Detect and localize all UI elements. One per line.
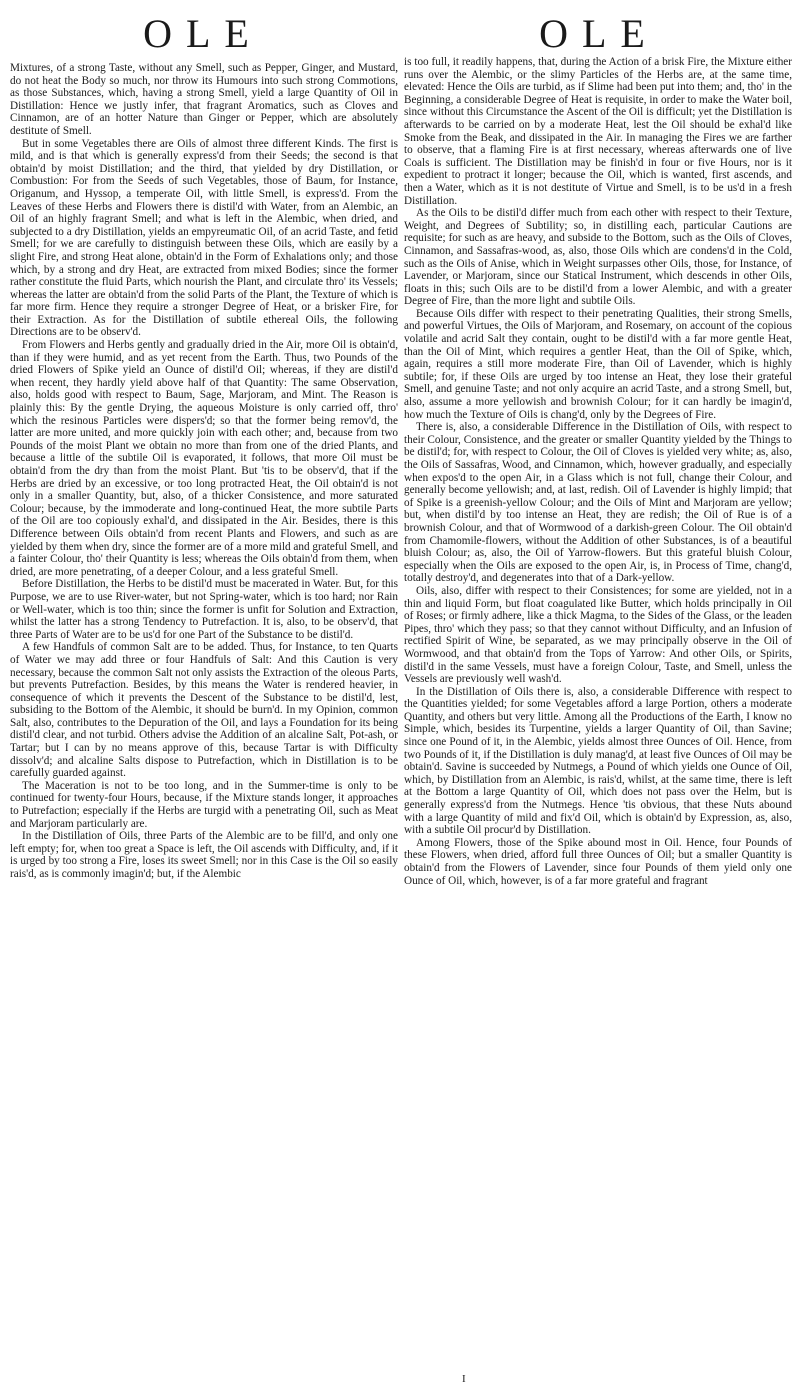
right-column [404, 56, 792, 887]
paragraph: As the Oils to be distil'd differ much from each other with respect to their Texture, Weight, and Degrees of Subtility; so, in distilling each, particular Cautions are requisite; for such as are heavy, and subside to the Bottom, such as the Oils of Cloves, Cinnamon, and Sassafras-wood, as, also, those Oils which are condens'd in the Cold, such as the Oils of Anise, which in Weight surpasses other Oils, those, for Instance, of Lavender, or Marjoram, since our Statical Instrument, which descends in other Oils, floats in this; such Oils are to be distil'd from a lower Alembic, and with a greater Degree of Fire, than the more light and subtile Oils. [404, 207, 792, 308]
paragraph: Oils, also, differ with respect to their Consistences; for some are yielded, not in a thin and liquid Form, but float coagulated like Butter, which holds principally in Oil of Roses; or firmly adhere, like a thick Magma, to the Sides of the Glass, or the leaden Pipes, thro' which they pass; so that they cannot without Difficulty, and an Infusion of rectified Spirit of Wine, be separated, as we may principally observe in the Oil of Wormwood, and that obtain'd from the Tops of Yarrow: And other Oils, or Spirits, distil'd in the same Vessels, must have a foreign Colour, Taste, and Smell, unless the Vessels are previously well wash'd. [404, 584, 792, 686]
paragraph: Because Oils differ with respect to their penetrating Qualities, their strong Smells, and powerful Virtues, the Oils of Marjoram, and Rosemary, on account of the copious volatile and acrid Salt they contain, ought to be distil'd with a far more gentle Heat, than the Oil of Mint, which requires a gentler Heat, than the Oil of Spike, which, again, requires a still more moderate Fire, than Oil of Lavender, which is highly subtile; for, if these Oils are urged by too intense an Heat, they lose their grateful Smell, and genuine Taste; and not only acquire an acrid Taste, and a strong Smell, but, also, assume a more yellowish and brownish Colour; for it can hardly be imagin'd, how much the Texture of Oils is chang'd, only by the Degrees of Fire. [404, 307, 792, 421]
paragraph: But in some Vegetables there are Oils of almost three different Kinds. The first is mild, and is that which is generally express'd from their Seeds; the second is that obtain'd by moist Distillation; and the third, that yielded by dry Distillation, or Combustion: For from the Seeds of such Vegetables, those of Baum, for Instance, Origanum, and Hyssop, a temperate Oil, with little Smell, is express'd. From the Leaves of these Herbs and Flowers there is distil'd with Water, from an Alembic, an Oil of an highly fragrant Smell; and what is left in the Alembic, when dried, and subjected to a dry Distillation, yields an empyreumatic Oil, of an acrid Taste, and fetid Smell; for we are carefully to distinguish between these Oils, which are easily by a slight Fire, and strong Heat alone, obtain'd in the Form of Exhalations only; and those which, by a strong and dry Heat, are extracted from mixed Bodies; since the former rather constitute the fluid Parts, which nourish the Plant, and circulate thro' its Vessels; whereas the latter are obtain'd from the solid Parts of the Plant, the Texture of which is far more firm. Hence they require a stronger Degree of Heat, or a brisker Fire, for their Extraction. As for the Distillation of subtile ethereal Oils, the following Directions are to be observ'd. [10, 137, 398, 339]
paragraph: Mixtures, of a strong Taste, without any Smell, such as Pepper, Ginger, and Mustard, do not heat the Body so much, nor throw its Humours into such strong Commotions, as those Substances, which, having a strong Smell, yield a large Quantity of Oil in Distillation: Hence we justly infer, that fragrant Aromatics, such as Cloves and Cinnamon, are of an hotter Nature than Ginger or Pepper, which are absolutely destitute of Smell. [10, 62, 398, 137]
paragraph: From Flowers and Herbs gently and gradually dried in the Air, more Oil is obtain'd, than if they were humid, and as yet recent from the Earth. Thus, two Pounds of the dried Flowers of Spike yield an Ounce of distil'd Oil; whereas, if they are distil'd when recent, they hardly yield above half of that Quantity: The same Observation, also, holds good with respect to Baum, Sage, Marjoram, and Mint. The Reason is plainly this: By the gentle Drying, the aqueous Moisture is only carried off, thro' which the resinous Particles were dispers'd; so that the former being remov'd, the latter are more united, and more quickly join with each other; and, because from two Pounds of the moist Plant we obtain no more than from one of the dried Plants, and because a little of the subtile Oil is evaporated, it follows, that more Oil must be obtain'd from the dry than from the moist Plant. But 'tis to be observ'd, that if the Herbs are dried by an excessive, or too long protracted Heat, the Oil obtain'd is not only in a smaller Quantity, but, also, of a thicker Consistence, and more saturated Colour; because, by the immoderate and long-continued Heat, the more subtile Parts of the Oil are too copiously exhal'd, and dissipated in the Air. Besides, there is this Difference between Oils obtain'd from recent Plants and Flowers, and such as are yielded by them when dry, since the former are of a more mild and grateful Smell, and a fainter Colour, tho' their Quantity is less; whereas the Oils obtain'd from them, when dried, are more penetrating, of a deeper Colour, and a less grateful Smell. [10, 339, 398, 578]
left-column [10, 62, 398, 881]
paragraph: The Maceration is not to be too long, and in the Summer-time is only to be continued for twenty-four Hours, because, if the Mixture stands longer, it approaches to Putrefaction; especially if the Herbs are turgid with a penetrating Oil, such as Meat and Marjoram particularly are. [10, 779, 398, 830]
paragraph: A few Handfuls of common Salt are to be added. Thus, for Instance, to ten Quarts of Water we may add three or four Handfuls of Salt: And this Caution is very necessary, because the common Salt not only assists the Extraction of the oleous Parts, but prevents Putrefaction. Besides, by this means the Water is rendered heavier, in consequence of which it prevents the Descent of the Substance to be distil'd, lest, subsiding to the Bottom of the Alembic, it should be burn'd. In my Opinion, common Salt, also, contributes to the Depuration of the Oil, and lays a Foundation for its being distil'd clear, and not turbid. Others advise the Addition of an alcaline Salt, Pot-ash, or Tartar; but I can by no means approve of this, because Tartar is with Difficulty dissolv'd; and alcaline Salts dispose to Putrefaction, which in Distillation is to be carefully guarded against. [10, 641, 398, 780]
paragraph: Among Flowers, those of the Spike abound most in Oil. Hence, four Pounds of these Flowers, when dried, afford full three Ounces of Oil; but a smaller Quantity is obtain'd from the Flowers of Lavender, since four Pounds of them yield only one Ounce of Oil, which, however, is of a far more grateful and fragrant [404, 836, 792, 887]
left-running-head [8, 6, 398, 62]
paragraph: There is, also, a considerable Difference in the Distillation of Oils, with respect to their Colour, Consistence, and the greater or smaller Quantity yielded by the Things to be distil'd; for, with respect to Colour, the Oil of Cloves is yielded very white; as, also, the Oils of Sassafras, Wood, and Cinnamon, which, however gradually, and especially when expos'd to the open Air, in a Glass which is not full, change their Colour, and generally become yellowish; and, at last, redish. Oil of Lavender is highly limpid; that of Spike is a greenish-yellow Colour; and the Oils of Mint and Marjoram are yellow; but, when distil'd by too intense an Heat, they are redish; the Oil of Rue is of a brownish Colour, and that of Wormwood of a darkish-green Colour. The Oil obtain'd from Chamomile-flowers, without the Addition of other Substances, is of a beautiful bluish Colour; as, also, the Oil of Yarrow-flowers. But this grateful bluish Colour, especially when the Oils are exposed to the open Air, is, in Process of Time, chang'd, totally destroy'd, and degenerates into that of a Dark-yellow. [404, 421, 792, 585]
right-running-head [404, 6, 794, 62]
left-head-title: OLE [143, 11, 263, 56]
paragraph: Before Distillation, the Herbs to be distil'd must be macerated in Water. But, for this Purpose, we are to use River-water, but not Spring-water, which is too hard; nor Rain or Well-water, which is too thin; since the former is unfit for Solution and Extraction, whilst the latter has a strong Tendency to Putrefaction. It is, also, to be observ'd, that three Parts of Water are to be us'd for one Part of the Substance to be distil'd. [10, 578, 398, 641]
paragraph: In the Distillation of Oils there is, also, a considerable Difference with respect to the Quantities yielded; for some Vegetables afford a large Portion, others a moderate Quantity, and others but very little. Among all the Productions of the Earth, I know no Simple, which, besides its Turpentine, yields a larger Quantity of Oil, than Savine; since one Pound of it, in the Alembic, yields almost three Ounces of Oil. Hence, from two Pounds of it, if the Distillation is duly manag'd, at least five Ounces of Oil may be obtain'd. Savine is succeeded by Nutmegs, a Pound of which yields one Ounce of Oil, which, by Distillation from an Alembic, is rais'd, whilst, at the same time, there is left at the Bottom a large Quantity of Oil, which does not pass over the Helm, but is generally express'd from the Nutmegs. Hence 'tis obvious, that these Nuts abound with a large Quantity of mild and fix'd Oil, which is obtain'd by Expression, as, also, with a subtile Oil procur'd by Distillation. [404, 685, 792, 837]
right-head-title: OLE [539, 11, 659, 56]
paragraph: is too full, it readily happens, that, during the Action of a brisk Fire, the Mixture either runs over the Alembic, or the slimy Particles of the Herbs are, at the same time, elevated: Hence the Oils are turbid, as if Slime had been put into them; and, tho' in the Beginning, a considerable Degree of Heat is requisite, in order to make the Water boil, since without this Circumstance the Ascent of the Oil is difficult; yet the Distillation is afterwards to be carried on by a moderate Heat, lest the Oil should be exhal'd like Smoke from the Beak, and dissipated in the Air. In managing the Fires we are farther to observe, that a flaming Fire is at first necessary, whereas afterwards one of live Coals is sufficient. The Distillation may be finish'd in four or five Hours, nor is it expedient to protract it longer; because the Oil, which is wanted, first ascends, and then a Water, which as it is not destitute of Virtue and Smell, is to be us'd in a fresh Distillation. [404, 56, 792, 207]
signature-mark: I [462, 1373, 466, 1385]
paragraph: In the Distillation of Oils, three Parts of the Alembic are to be fill'd, and only one left empty; for, when too great a Space is left, the Oil ascends with Difficulty, and, if it is urged by too strong a Fire, loses its sweet Smell; nor in this Case is the Oil so easily rais'd, as is commonly imagin'd; but, if the Alembic [10, 830, 398, 880]
